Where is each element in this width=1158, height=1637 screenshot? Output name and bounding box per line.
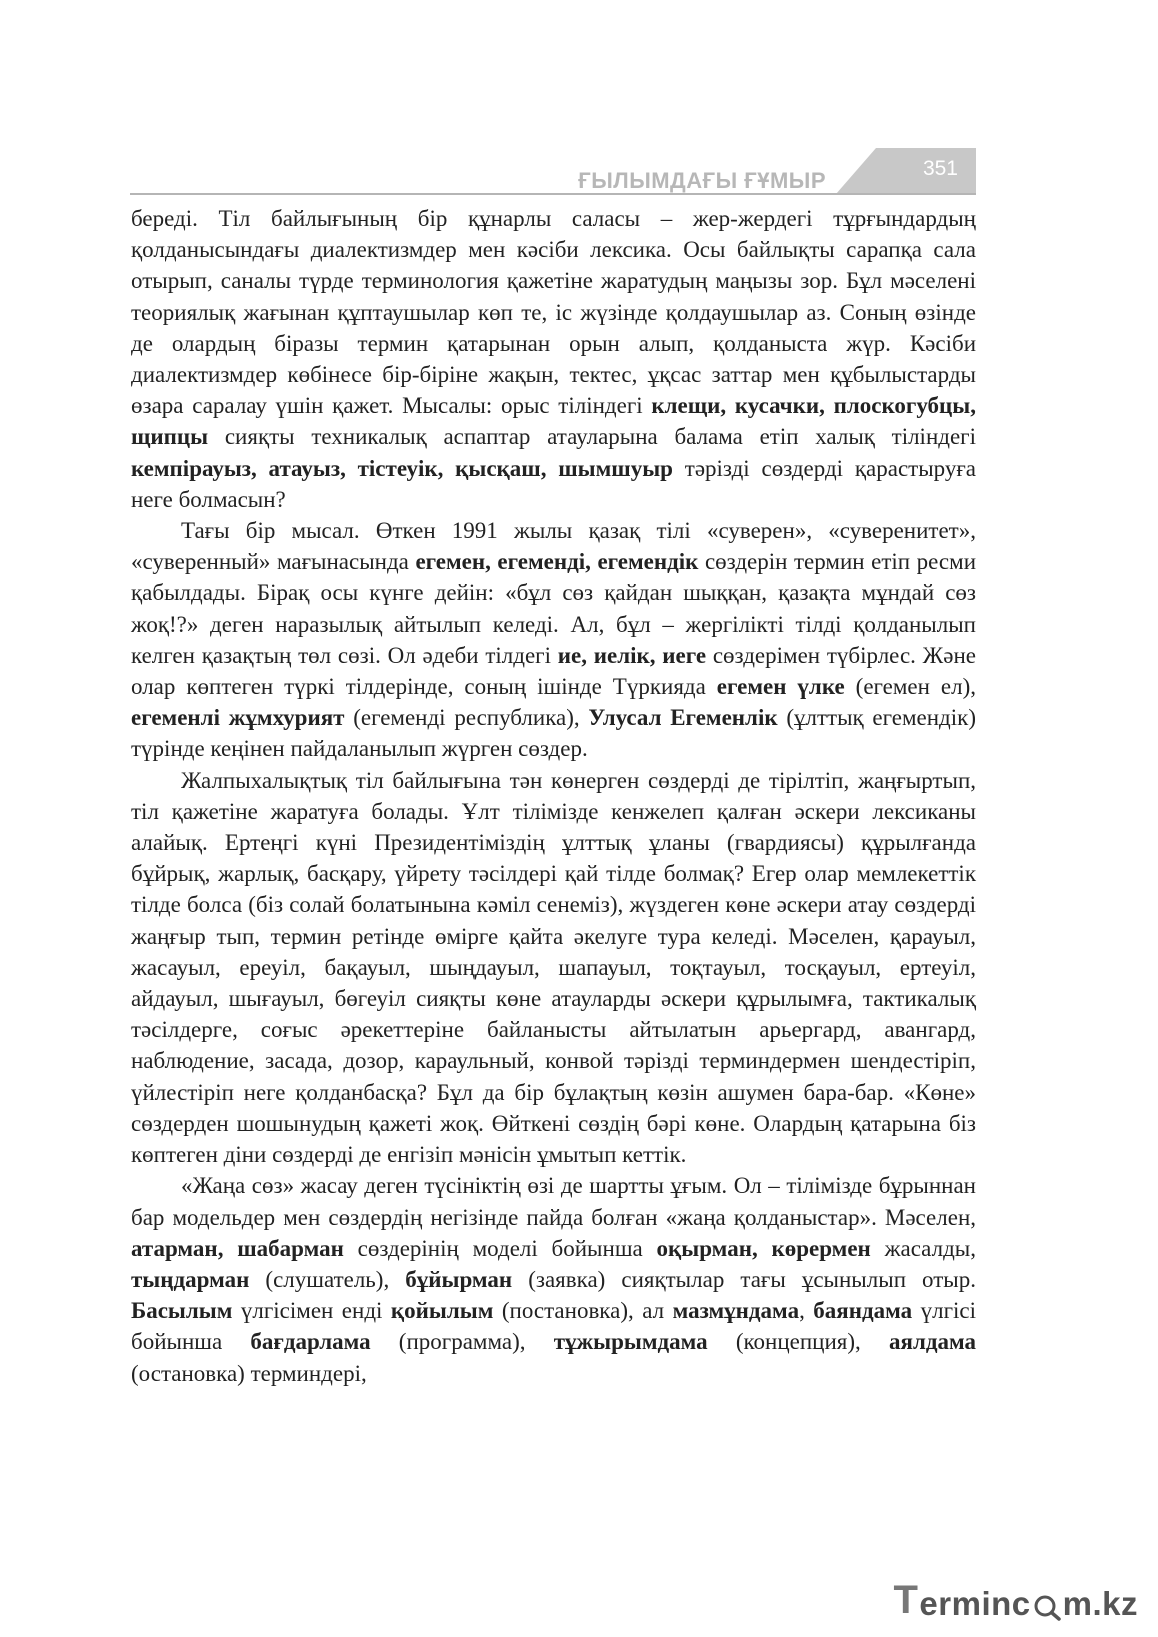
bold-term: ие, иелік, иеге [557, 642, 707, 668]
site-watermark [893, 1578, 1138, 1623]
text-run: жасалды, [870, 1235, 976, 1261]
paragraph-3 [131, 765, 976, 1171]
watermark-first-letter: T [893, 1578, 919, 1622]
bold-term: қойылым [390, 1298, 494, 1324]
text-run: «Жаңа сөз» жасау деген түсініктің өзі де шартты ұғым. Ол – тілімізде бұрыннан бар модельдер мен сөздердің негізінде пайда болған «жаңа қолданыстар». Мәселен, [131, 1173, 976, 1230]
text-run: үлгісімен енді [232, 1298, 391, 1324]
magnifier-icon [1032, 1591, 1062, 1621]
bold-term: егемен үлке [716, 674, 845, 700]
text-run: (слушатель), [249, 1266, 406, 1292]
bold-term: бағдарлама [250, 1329, 371, 1355]
text-run: (егемен ел), [844, 674, 977, 700]
bold-term: клещи, кусачки, плоскогубцы, щипцы [131, 393, 976, 450]
bold-term: тұжырымдама [553, 1329, 708, 1355]
watermark-middle: erminc [919, 1585, 1031, 1622]
bold-term: мазмұндама [672, 1298, 800, 1324]
text-run: сөздерінің моделі бойынша [343, 1235, 657, 1261]
text-run: сөздерімен түбірлес. Және олар көптеген түркі тілдерінде, соның ішінде Түркияда [131, 642, 977, 700]
bold-term: баяндама [813, 1298, 913, 1324]
bold-term: егемен, егеменді, егемендік [415, 549, 699, 575]
paragraph-2 [131, 515, 976, 765]
bold-term: егеменлі жұмхурият [131, 705, 345, 731]
text-run: (егеменді республика), [344, 705, 589, 731]
bold-term: Басылым [131, 1298, 233, 1324]
text-run: , [799, 1298, 814, 1324]
header-rule [130, 193, 976, 195]
text-run: (остановка) терминдері, [131, 1360, 367, 1386]
text-run: сияқты техникалық аспаптар атауларына балама етіп халық тіліндегі [208, 424, 976, 450]
text-run: тәрізді сөздерді қарастыруға неге болмасын? [131, 455, 976, 512]
bold-term: аялдама [889, 1329, 976, 1355]
watermark-end: m.kz [1062, 1585, 1138, 1622]
paragraph-4 [131, 1170, 976, 1388]
paragraph-1 [131, 203, 976, 515]
bold-term: кемпірауыз, атауыз, тістеуік, қысқаш, шымшуыр [131, 455, 673, 481]
body-text [131, 203, 976, 1389]
text-run: (заявка) сияқтылар тағы ұсынылып отыр. [512, 1266, 976, 1292]
bold-term: Улусал Егеменлік [588, 705, 778, 731]
bold-term: оқырман, көрермен [656, 1235, 871, 1261]
running-header [130, 148, 976, 196]
text-run: үлгісі бойынша [131, 1298, 977, 1355]
text-run: (ұлттық егемендік) түрінде кеңінен пайдаланылып жүрген сөздер. [131, 705, 976, 762]
running-title: ҒЫЛЫМДАҒЫ ҒҰМЫР [578, 168, 826, 193]
text-run: Жалпыхалықтық тіл байлығына тән көнерген сөздерді де тірілтіп, жаңғыртып, тіл қажетіне жаратуға болады. Ұлт тілімізде кенжелеп қалған әскери лексиканы алайық. Ертеңгі күні Президентіміздің ұлттық ұланы (гвардиясы) құрылғанда бұйрық, жарлық, басқару, үйрету тәсілдері қай тілде болмақ? Егер олар мемлекеттік тілде болса (біз солай болатынына кәміл сенеміз), жүздеген көне әскери атау сөздерді жаңғыр тып, термин ретінде өмірге қайта әкелуге тура келеді. Мәселен, қарауыл, жасауыл, ереуіл, бақауыл, шыңдауыл, шапауыл, тоқтауыл, тосқауыл, ертеуіл, айдауыл, шығауыл, бөгеуіл сияқты көне атауларды әскери құрылымға, тактикалық тәсілдерге, соғыс әрекеттеріне байланысты айтылатын арьергард, авангард, наблюдение, засада, дозор, караульный, конвой тәрізді терминдермен шендестіріп, үйлестіріп неге қолданбасқа? Бұл да бір бұлақтың көзін ашумен бара-бар. «Көне» сөздерден шошынудың қажеті жоқ. Өйткені сөздің бәрі көне. Олардың қатарына біз көптеген діни сөздерді де енгізіп мәнісін ұмытып кеттік. [131, 767, 976, 1168]
text-run: сөздерін термин етіп ресми қабылдады. Бірақ осы күнге дейін: «бұл сөз қайдан шыққан, қазақта мұндай сөз жоқ!?» деген наразылық айтылып келеді. Ал, бұл – жергілікті тілді қолданылып келген қазақтың төл сөзі. Ол әдеби тілдегі [131, 549, 976, 668]
text-run: береді. Тіл байлығының бір құнарлы саласы – жер-жердегі тұрғындардың қолданысындағы диалектизмдер мен кәсіби лексика. Осы байлықты сарапқа сала отырып, саналы түрде терминология қажетіне жаратудың маңызы зор. Бұл мәселені теориялық жағынан құптаушылар көп те, іс жүзінде қолдаушылар аз. Соның өзінде де олардың біразы термин қатарынан орын алып, қолданыста жүр. Кәсіби диалектизмдер көбінесе бір-біріне жақын, тектес, ұқсас заттар мен құбылыстарды өзара саралау үшін қажет. Мысалы: орыс тіліндегі [131, 206, 976, 419]
text-run: (концепция), [707, 1329, 889, 1355]
text-run: Тағы бір мысал. Өткен 1991 жылы қазақ тілі «суверен», «суверенитет», «суверенный» мағынасында [131, 518, 976, 575]
page-number: 351 [922, 157, 958, 180]
text-run: (постановка), ал [493, 1298, 673, 1324]
bold-term: тыңдарман [131, 1266, 250, 1292]
bold-term: атарман, шабарман [131, 1235, 344, 1261]
text-run: (программа), [370, 1329, 554, 1355]
bold-term: бұйырман [405, 1266, 513, 1292]
